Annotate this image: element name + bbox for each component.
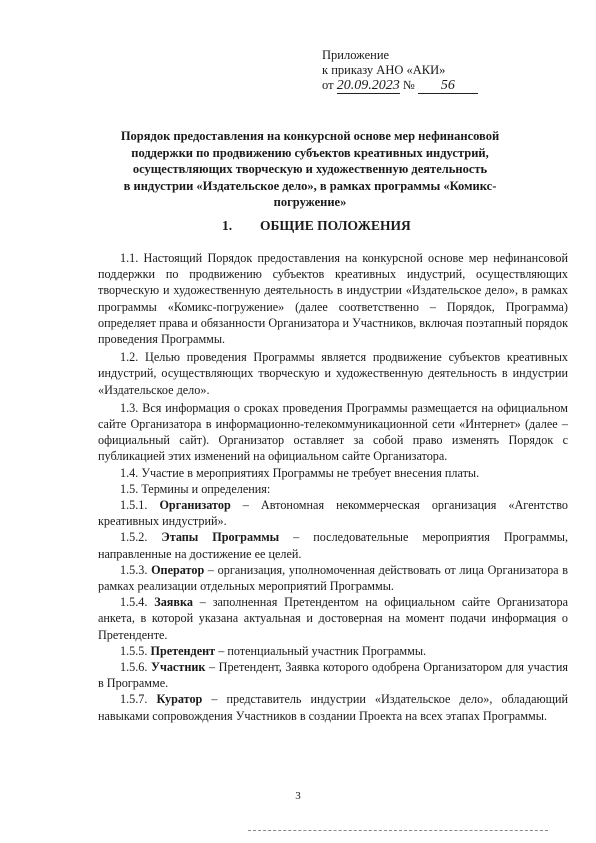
- term-name: Претендент: [150, 643, 216, 658]
- term-name: Оператор: [151, 562, 205, 577]
- appendix-block: [322, 48, 478, 94]
- paragraph-1-4: 1.4. Участие в мероприятиях Программы не требует внесения платы.: [120, 465, 480, 480]
- term-number: 1.5.5.: [120, 643, 148, 658]
- term-name: Заявка: [154, 595, 193, 610]
- section-number: 1.: [222, 218, 233, 233]
- page-number: 3: [295, 790, 301, 802]
- paragraph-1-5: 1.5. Термины и определения:: [120, 481, 271, 496]
- date-value: 20.09.2023: [336, 78, 400, 93]
- title-line-2: поддержки по продвижению субъектов креативных индустрий,: [131, 145, 489, 160]
- term-name: Куратор: [156, 692, 203, 707]
- title-line-5: погружение»: [273, 195, 347, 209]
- section-title: ОБЩИЕ ПОЛОЖЕНИЯ: [260, 218, 411, 233]
- number-value: 56: [440, 78, 455, 93]
- document-body: [98, 250, 568, 724]
- section-heading: [222, 218, 411, 234]
- appendix-line-1: Приложение: [322, 48, 390, 62]
- term-definition: – представитель индустрии «Издательское дело», обладающий навыками сопровождения Участников в создании Проекта на всех этапах Программы.: [98, 692, 569, 723]
- term-number: 1.5.1.: [120, 498, 148, 513]
- term-definition: – Автономная некоммерческая организация «Агентство креативных индустрий».: [98, 498, 568, 529]
- footer-divider: [248, 830, 548, 831]
- date-prefix: от: [322, 78, 334, 92]
- term-number: 1.5.6.: [120, 660, 148, 675]
- term-definition: – последовательные мероприятия Программы, направленные на достижение ее целей.: [98, 530, 569, 561]
- term-applicant: [98, 643, 568, 659]
- term-definition: – организация, уполномоченная действовать от лица Организатора в рамках реализации отдельных мероприятий Программы.: [98, 562, 569, 594]
- paragraph-1-3: 1.3. Вся информация о сроках проведения Программы размещается на официальном сайте Организатора в информационно-телекоммуникационной сети «Интернет» (далее – официальный сайт). Организатор оставляет за собой право изменять Порядок с публикацией этих изменений на официальном сайте Организатора.: [98, 400, 568, 464]
- title-line-1: Порядок предоставления на конкурсной основе мер нефинансовой: [120, 129, 500, 143]
- appendix-date-line: [322, 78, 478, 94]
- term-number: 1.5.2.: [120, 530, 148, 545]
- number-label: №: [402, 78, 415, 92]
- number-value-field: [418, 78, 478, 94]
- term-organizer: [98, 497, 568, 529]
- document-title: [100, 128, 520, 211]
- term-stages: [98, 529, 568, 561]
- term-name: Участник: [151, 660, 206, 675]
- title-line-4: в индустрии «Издательское дело», в рамках программы «Комикс-: [123, 178, 497, 193]
- paragraph-1-1: 1.1. Настоящий Порядок предоставления на конкурсной основе мер нефинансовой поддержки по продвижению субъектов креативных индустрий, осуществляющих творческую и художественную деятельность в индустрии «Издательское дело», в рамках программы «Комикс-погружение» (далее соответственно – Порядок, Программа) определяет права и обязанности Организатора и Участников, включая поэтапный порядок проведения Программы.: [98, 251, 568, 347]
- term-curator: [98, 691, 568, 723]
- term-name: Организатор: [159, 498, 231, 513]
- term-number: 1.5.3.: [120, 562, 148, 577]
- term-number: 1.5.4.: [120, 595, 148, 610]
- term-name: Этапы Программы: [161, 530, 280, 545]
- term-application: [98, 594, 568, 643]
- term-definition: – потенциальный участник Программы.: [215, 643, 427, 658]
- term-number: 1.5.7.: [120, 692, 148, 707]
- paragraph-1-2: 1.2. Целью проведения Программы является продвижение субъектов креативных индустрий, осуществляющих творческую и художественную деятельность в индустрии «Издательское дело».: [98, 350, 568, 397]
- title-line-3: осуществляющих творческую и художественную деятельность: [132, 162, 488, 176]
- appendix-line-2: к приказу АНО «АКИ»: [322, 63, 446, 77]
- term-participant: [98, 659, 568, 691]
- term-operator: [98, 562, 568, 594]
- term-definition: – заполненная Претендентом на официальном сайте Организатора анкета, в которой указана актуальная и достоверная на момент подачи информация о Претенденте.: [98, 595, 568, 642]
- term-definition: – Претендент, Заявка которого одобрена Организатором для участия в Программе.: [98, 660, 569, 691]
